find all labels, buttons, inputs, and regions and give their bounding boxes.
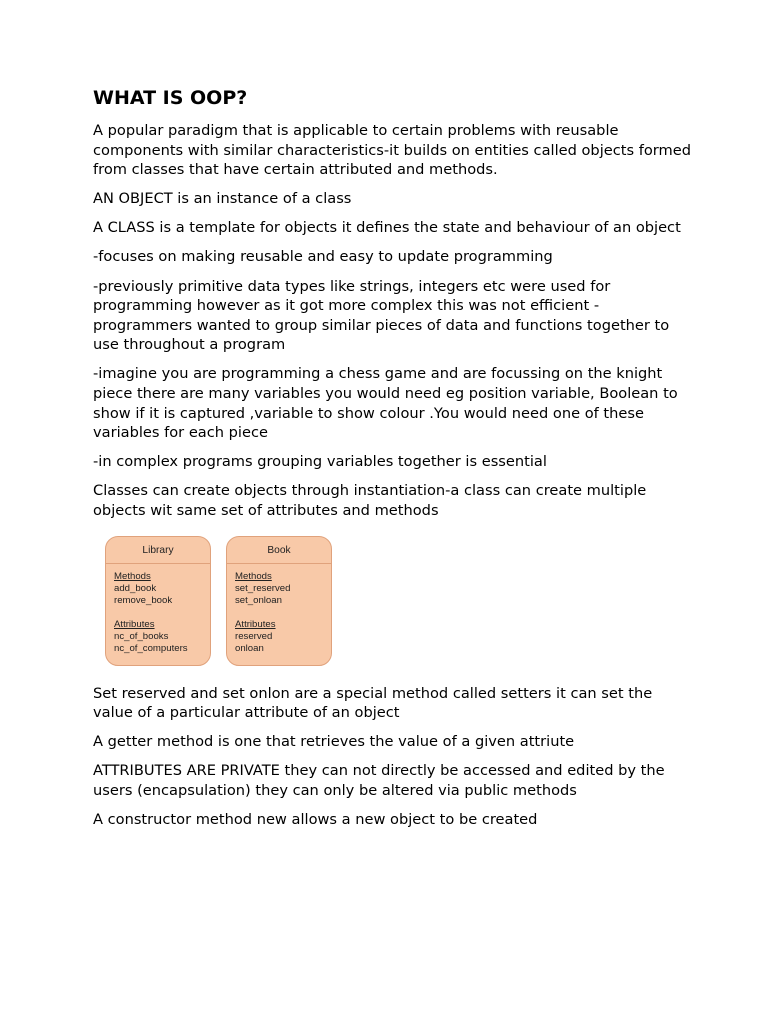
paragraph-setters: Set reserved and set onlon are a special method called setters it can set the value of a particular attribute of an object bbox=[93, 684, 653, 722]
class-diagram bbox=[105, 536, 693, 668]
methods-heading: Methods bbox=[114, 570, 151, 582]
paragraph-instantiation: Classes can create objects through instantiation-a class can create multiple objects wit same set of attributes and methods bbox=[93, 482, 647, 519]
class-box-library bbox=[105, 536, 211, 666]
paragraph-object-definition: AN OBJECT is an instance of a class bbox=[93, 190, 352, 208]
paragraph-class-definition: A CLASS is a template for objects it defines the state and behaviour of an object bbox=[93, 219, 681, 237]
paragraph-chess-example: -imagine you are programming a chess game and are focussing on the knight piece there are many variables you would need eg position variable, Boolean to show if it is captured ,variable to show colour .You would need one of these variables for each piece bbox=[93, 365, 678, 442]
page-title: WHAT IS OOP? bbox=[93, 87, 248, 109]
method-item: set_reserved bbox=[235, 582, 291, 594]
attribute-item: nc_of_computers bbox=[114, 642, 188, 654]
section-gap bbox=[114, 607, 210, 619]
class-box-book bbox=[226, 536, 332, 666]
method-item: set_onloan bbox=[235, 594, 282, 606]
attribute-item: nc_of_books bbox=[114, 630, 169, 642]
attributes-heading: Attributes bbox=[235, 618, 276, 630]
attributes-heading: Attributes bbox=[114, 618, 155, 630]
paragraph-primitive-types: -previously primitive data types like strings, integers etc were used for programming however as it got more complex this was not efficient - programmers wanted to group similar pieces of data and functions together to use throughout a program bbox=[93, 277, 670, 354]
method-item: remove_book bbox=[114, 594, 173, 606]
methods-heading: Methods bbox=[235, 570, 272, 582]
class-name: Book bbox=[227, 537, 331, 564]
class-name: Library bbox=[106, 537, 210, 564]
method-item: add_book bbox=[114, 582, 157, 594]
attribute-item: reserved bbox=[235, 630, 273, 642]
paragraph-intro: A popular paradigm that is applicable to certain problems with reusable components with similar characteristics-it builds on entities called objects formed from classes that have certain attributed and methods. bbox=[93, 122, 691, 179]
paragraph-getters: A getter method is one that retrieves the value of a given attriute bbox=[93, 733, 575, 751]
document-page bbox=[93, 86, 693, 839]
paragraph-constructor: A constructor method new allows a new object to be created bbox=[93, 811, 538, 829]
section-gap bbox=[235, 607, 331, 619]
class-body bbox=[106, 564, 210, 655]
attribute-item: onloan bbox=[235, 642, 264, 654]
paragraph-reusable: -focuses on making reusable and easy to update programming bbox=[93, 248, 553, 266]
paragraph-grouping-variables: -in complex programs grouping variables together is essential bbox=[93, 453, 547, 471]
class-body bbox=[227, 564, 331, 655]
paragraph-private-attributes: ATTRIBUTES ARE PRIVATE they can not directly be accessed and edited by the users (encapsulation) they can only be altered via public methods bbox=[93, 762, 665, 799]
